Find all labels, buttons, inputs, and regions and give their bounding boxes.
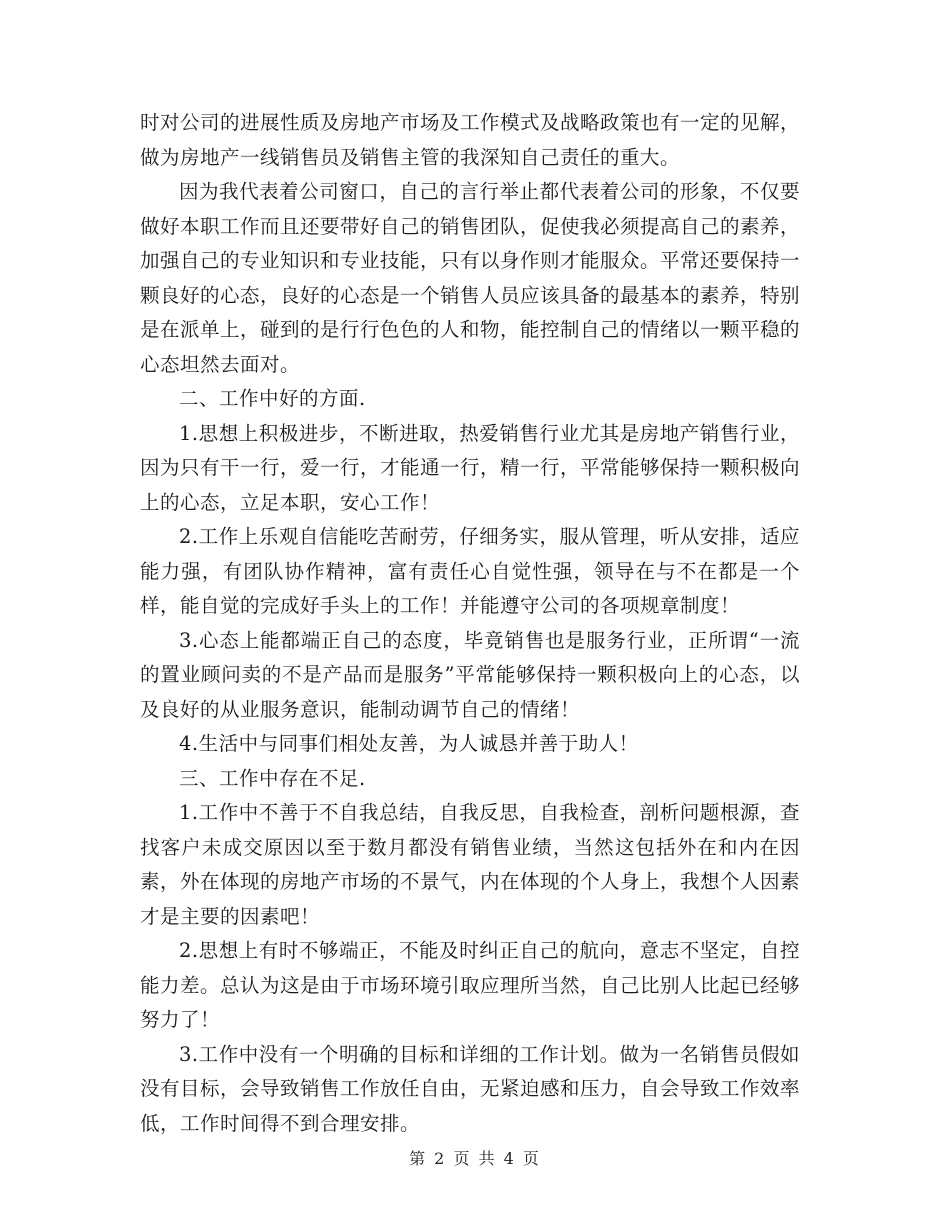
weakness-item-3: 3.工作中没有一个明确的目标和详细的工作计划。做为一名销售员假如没有目标，会导致销售工作放任自由，无紧迫感和压力，自会导致工作效率低，工作时间得不到合理安排。 — [140, 1042, 801, 1135]
strength-item-2: 2.工作上乐观自信能吃苦耐劳，仔细务实，服从管理，听从安排，适应能力强，有团队协作精神，富有责任心自觉性强，领导在与不在都是一个样，能自觉的完成好手头上的工作！并能遵守公司的各项规章制度！ — [140, 525, 800, 617]
page-number-footer: 第 2 页 共 4 页 — [409, 1149, 541, 1168]
strength-item-1: 1.思想上积极进步，不断进取，热爱销售行业尤其是房地产销售行业，因为只有干一行，爱一行，才能通一行，精一行，平常能够保持一颗积极向上的心态，立足本职，安心工作！ — [140, 421, 801, 514]
paragraph-continuation: 时对公司的进展性质及房地产市场及工作模式及战略政策也有一定的见解，做为房地产一线销售员及销售主管的我深知自己责任的重大。 — [140, 111, 801, 169]
document-body — [140, 106, 800, 1141]
section-heading-weaknesses: 三、工作中存在不足. — [179, 766, 366, 790]
section-heading-strengths: 二、工作中好的方面. — [179, 387, 366, 410]
paragraph-company-image: 因为我代表着公司窗口，自己的言行举止都代表着公司的形象，不仅要做好本职工作而且还要带好自己的销售团队，促使我必须提高自己的素养，加强自己的专业知识和专业技能，只有以身作则才能服众。平常还要保持一颗良好的心态，良好的心态是一个销售人员应该具备的最基本的素养，特别是在派单上，碰到的是行行色色的人和物，能控制自己的情绪以一颗平稳的心态坦然去面对。 — [140, 180, 801, 376]
strength-item-3: 3.心态上能都端正自己的态度，毕竟销售也是服务行业，正所谓“一流的置业顾问卖的不是产品而是服务”平常能够保持一颗积极向上的心态，以及良好的从业服务意识，能制动调节自己的情绪！ — [140, 628, 800, 721]
strength-item-4: 4.生活中与同事们相处友善，为人诚恳并善于助人！ — [179, 732, 639, 755]
weakness-item-2: 2.思想上有时不够端正，不能及时纠正自己的航向，意志不坚定，自控能力差。总认为这是由于市场环境引取应理所当然，自己比别人比起已经够努力了！ — [140, 939, 801, 1031]
weakness-item-1: 1.工作中不善于不自我总结，自我反思，自我检查，剖析问题根源，查找客户未成交原因以至于数月都没有销售业绩，当然这包括外在和内在因素，外在体现的房地产市场的不景气，内在体现的个人身上，我想个人因素才是主要的因素吧！ — [140, 801, 801, 928]
